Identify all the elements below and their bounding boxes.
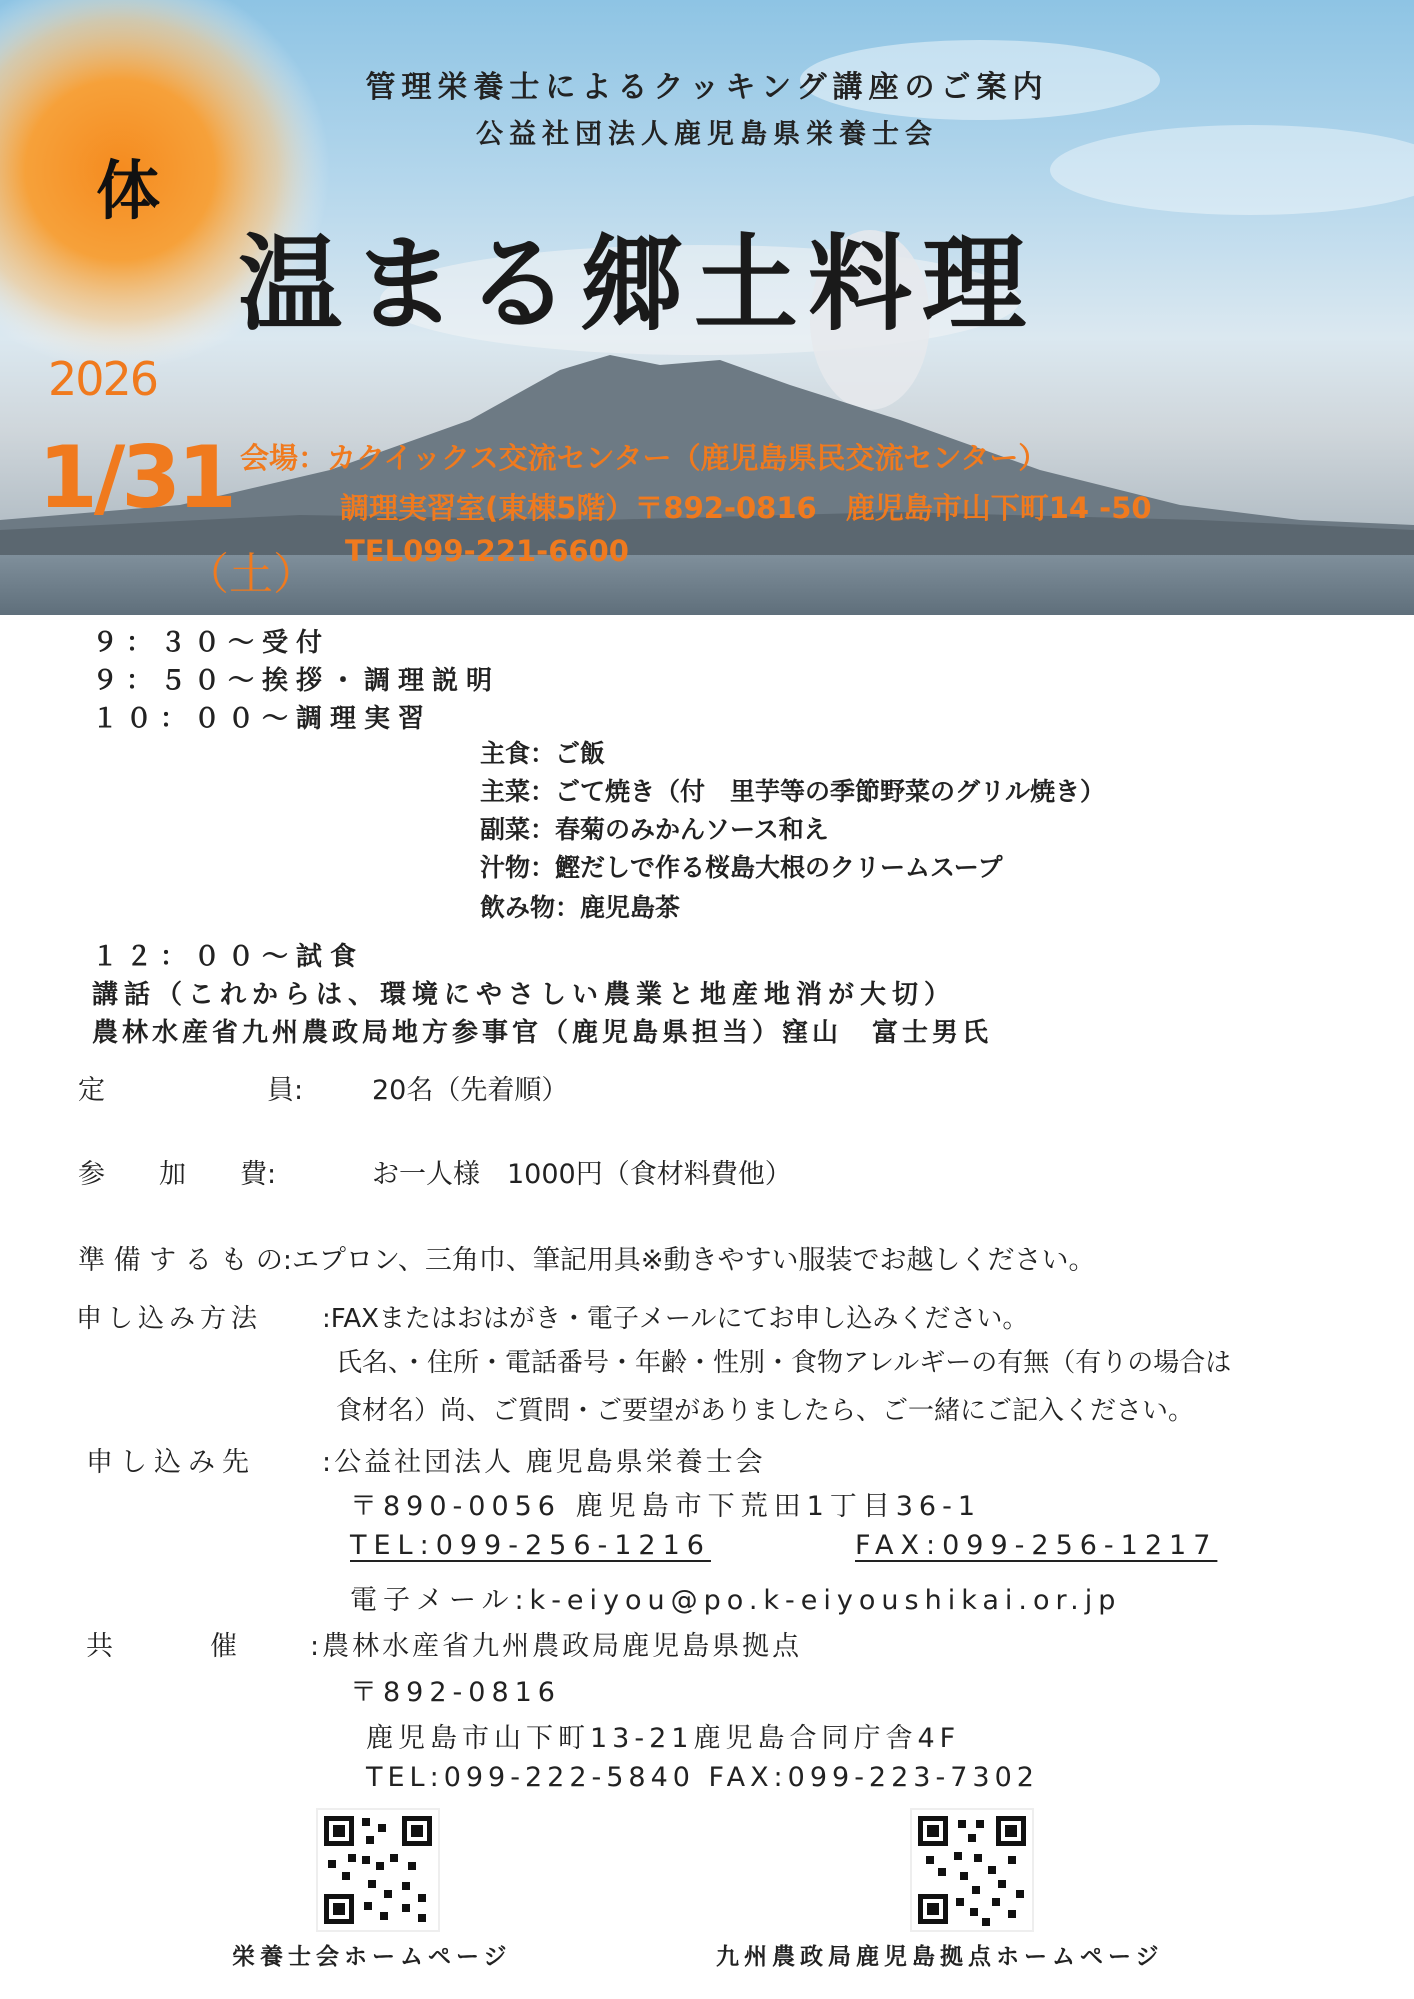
apply-method-3: 食材名）尚、ご質問・ご要望がありましたら、ご一緒にご記入ください。 bbox=[336, 1396, 1195, 1426]
schedule-item-1: ９：３０～受付 bbox=[92, 628, 331, 658]
header-line1: 管理栄養士によるクッキング講座のご案内 bbox=[365, 70, 1049, 105]
menu-item: 汁物：鰹だしで作る桜島大根のクリームスープ bbox=[480, 853, 1003, 882]
header-line2: 公益社団法人鹿児島県栄養士会 bbox=[476, 119, 938, 150]
cohost-org: :農林水産省九州農政局鹿児島県拠点 bbox=[310, 1631, 803, 1662]
event-year: 2026 bbox=[48, 352, 158, 406]
event-date: 1/31 bbox=[38, 428, 233, 528]
qr2-caption: 九州農政局鹿児島拠点ホームページ bbox=[716, 1944, 1164, 1970]
venue-tel: TEL099-221-6600 bbox=[345, 534, 629, 568]
apply-method-1: :FAXまたはおはがき・電子メールにてお申し込みください。 bbox=[322, 1304, 1029, 1334]
venue-line1: 会場：カクイックス交流センター（鹿児島県民交流センター） bbox=[240, 441, 1048, 475]
venue-line2: 調理実習室(東棟5階）〒892-0816 鹿児島市山下町14 -50 bbox=[340, 491, 1152, 525]
capacity-label: 定 員: bbox=[78, 1075, 304, 1106]
qr-code-nouseikyoku[interactable] bbox=[910, 1808, 1034, 1932]
lecturer: 農林水産省九州農政局地方参事官（鹿児島県担当）窪山 富士男氏 bbox=[92, 1018, 993, 1048]
page-title: 温まる郷土料理 bbox=[238, 223, 1037, 345]
apply-to-address: 〒890-0056 鹿児島市下荒田1丁目36-1 bbox=[350, 1491, 982, 1522]
apply-to-org: :公益社団法人 鹿児島県栄養士会 bbox=[322, 1447, 766, 1478]
fee-value: お一人様 1000円（食材料費他） bbox=[372, 1159, 792, 1190]
apply-method-label: 申し込み方法 bbox=[76, 1304, 263, 1334]
schedule-item-3: １０：００～調理実習 bbox=[92, 704, 433, 734]
qr-code-icon bbox=[318, 1810, 438, 1930]
cohost-label: 共 催 bbox=[86, 1631, 241, 1662]
menu-item: 飲み物：鹿児島茶 bbox=[480, 893, 681, 922]
apply-to-fax: FAX:099-256-1217 bbox=[855, 1530, 1218, 1561]
menu-item: 主菜：ごて焼き（付 里芋等の季節野菜のグリル焼き） bbox=[480, 777, 1106, 806]
menu-item: 副菜：春菊のみかんソース和え bbox=[480, 815, 829, 844]
cohost-address: 鹿児島市山下町13-21鹿児島合同庁舎4F bbox=[366, 1723, 961, 1754]
apply-to-label: 申し込み先 bbox=[86, 1447, 256, 1478]
qr-code-icon bbox=[912, 1810, 1032, 1930]
cohost-postal: 〒892-0816 bbox=[350, 1677, 561, 1708]
bring-items: 準 備 す る も の:エプロン、三角巾、筆記用具※動きやすい服装でお越しください。 bbox=[78, 1245, 1096, 1276]
title-badge: 体 bbox=[96, 155, 160, 229]
apply-to-email: 電子メール:k-eiyou@po.k-eiyoushikai.or.jp bbox=[350, 1585, 1122, 1616]
event-weekday: （土） bbox=[185, 549, 317, 600]
schedule-item-2: ９：５０～挨拶・調理説明 bbox=[92, 666, 501, 696]
lecture-title: 講話（これからは、環境にやさしい農業と地産地消が大切） bbox=[92, 980, 957, 1010]
menu-item: 主食：ご飯 bbox=[480, 739, 606, 768]
apply-to-tel: TEL:099-256-1216 bbox=[350, 1530, 711, 1561]
hero-banner bbox=[0, 0, 1414, 615]
fee-label: 参 加 費: bbox=[78, 1159, 277, 1190]
capacity-value: 20名（先着順） bbox=[372, 1075, 569, 1106]
schedule-item-4: １２：００～試食 bbox=[92, 942, 365, 972]
qr-code-eiyoushikai[interactable] bbox=[316, 1808, 440, 1932]
apply-method-2: 氏名、・住所・電話番号・年齢・性別・食物アレルギーの有無（有りの場合は bbox=[336, 1348, 1232, 1378]
qr1-caption: 栄養士会ホームページ bbox=[232, 1944, 512, 1970]
cohost-tel-fax: TEL:099-222-5840 FAX:099-223-7302 bbox=[366, 1762, 1039, 1793]
